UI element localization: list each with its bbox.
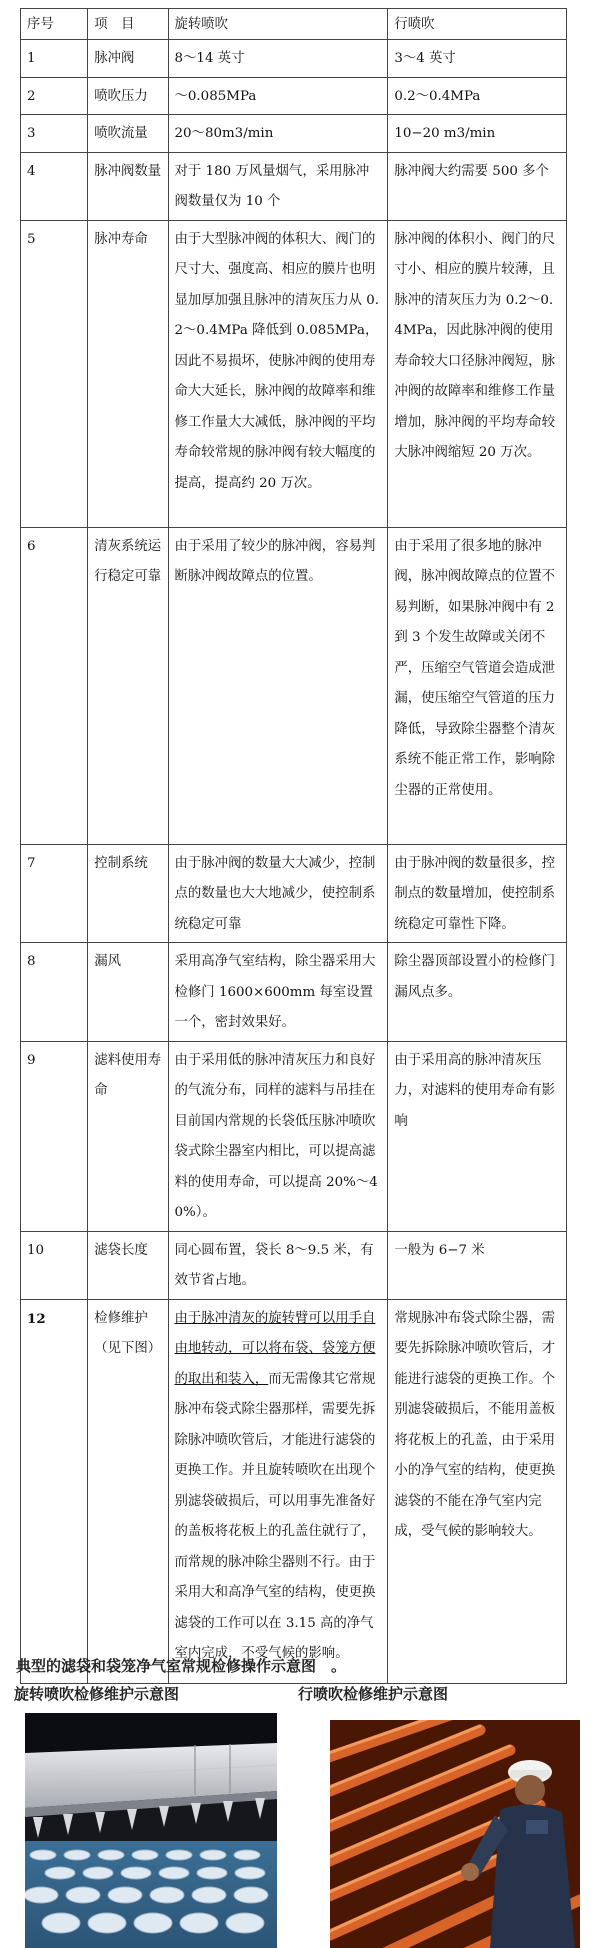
right-figure-caption: 行喷吹检修维护示意图 <box>298 1685 449 1703</box>
table-row <box>21 1231 567 1299</box>
row-item: 清灰系统运行稳定可靠 <box>88 527 168 844</box>
row-rotary: 由于采用了较少的脉冲阀，容易判断脉冲阀故障点的位置。 <box>168 527 388 844</box>
header-no: 序号 <box>21 9 88 40</box>
row-pulse-maintenance-photo <box>330 1720 580 1948</box>
row-rotary: 由于大型脉冲阀的体积大、阀门的尺寸大、强度高、相应的膜片也明显加厚加强且脉冲的清灰压力从 0.2～0.4MPa 降低到 0.085MPa，因此不易损坏，使脉冲阀的使用寿命大大延长，脉冲阀的故障率和维修工作量大大减低，脉冲阀的平均寿命较常规的脉冲阀有较大幅度的提高，提高约 20 万次。 <box>168 220 388 527</box>
rotary-maintenance-photo <box>25 1713 277 1948</box>
row-rotary: 采用高净气室结构，除尘器采用大检修门 1600×600mm 每室设置一个，密封效果好。 <box>168 943 388 1042</box>
row-rotary: 同心圆布置，袋长 8～9.5 米，有效节省占地。 <box>168 1231 388 1299</box>
row-row: 脉冲阀的体积小、阀门的尺寸小、相应的膜片较薄，且脉冲的清灰压力为 0.2～0.4MPa，因此脉冲阀的使用寿命较大口径脉冲阀短，脉冲阀的故障率和维修工作量增加，脉冲阀的平均寿命较大脉冲阀缩短 20 万次。 <box>388 220 567 527</box>
row-item: 喷吹压力 <box>88 77 168 115</box>
left-figure-caption: 旋转喷吹检修维护示意图 <box>14 1685 180 1703</box>
row-no: 7 <box>21 844 88 943</box>
row-item: 脉冲阀数量 <box>88 152 168 220</box>
row-no: 5 <box>21 220 88 527</box>
row-item: 滤袋长度 <box>88 1231 168 1299</box>
row-pulse-maintenance-illustration <box>330 1720 580 1948</box>
row-row: 脉冲阀大约需要 500 多个 <box>388 152 567 220</box>
figure-caption: 典型的滤袋和袋笼净气室常规检修操作示意图 。 <box>16 1657 347 1675</box>
table-row <box>21 943 567 1042</box>
table-row <box>21 844 567 943</box>
rotary-maintenance-illustration <box>25 1713 277 1948</box>
row-rotary: 由于采用低的脉冲清灰压力和良好的气流分布，同样的滤料与吊挂在目前国内常规的长袋低压脉冲喷吹袋式除尘器室内相比，可以提高滤料的使用寿命，可以提高 20%～40%）。 <box>168 1041 388 1231</box>
row-rotary: ～0.085MPa <box>168 77 388 115</box>
row-no: 3 <box>21 115 88 153</box>
row-row: 由于采用高的脉冲清灰压力，对滤料的使用寿命有影响 <box>388 1041 567 1231</box>
row-row: 10−20 m3/min <box>388 115 567 153</box>
row-row: 0.2～0.4MPa <box>388 77 567 115</box>
row-no: 6 <box>21 527 88 844</box>
table-body <box>21 9 567 1684</box>
row-item: 滤料使用寿命 <box>88 1041 168 1231</box>
row-item: 脉冲阀 <box>88 40 168 78</box>
table-row <box>21 527 567 844</box>
row-no: 1 <box>21 40 88 78</box>
row-no: 2 <box>21 77 88 115</box>
table-header-row <box>21 9 567 40</box>
table-row <box>21 40 567 78</box>
row-rotary-cell <box>168 1299 388 1683</box>
row-no: 10 <box>21 1231 88 1299</box>
row-row: 3～4 英寸 <box>388 40 567 78</box>
row-item: 喷吹流量 <box>88 115 168 153</box>
row-no: 9 <box>21 1041 88 1231</box>
row-rotary-underlined: 由于脉冲清灰的旋转臂可以用手自由地转动，可以将布袋、袋笼方便的取出和装入， <box>174 1310 376 1387</box>
row-no: 12 <box>21 1299 88 1683</box>
row-item: 控制系统 <box>88 844 168 943</box>
table-row <box>21 1299 567 1683</box>
header-rotary: 旋转喷吹 <box>168 9 388 40</box>
row-rotary: 20～80m3/min <box>168 115 388 153</box>
table-row <box>21 220 567 527</box>
table-row <box>21 115 567 153</box>
comparison-table <box>20 8 567 1684</box>
row-row: 除尘器顶部设置小的检修门漏风点多。 <box>388 943 567 1042</box>
table-row <box>21 77 567 115</box>
table-row <box>21 1041 567 1231</box>
row-no: 8 <box>21 943 88 1042</box>
row-rotary: 由于脉冲阀的数量大大减少，控制点的数量也大大地减少，使控制系统稳定可靠 <box>168 844 388 943</box>
row-row: 常规脉冲布袋式除尘器，需要先拆除脉冲喷吹管后，才能进行滤袋的更换工作。个别滤袋破损后，不能用盖板将花板上的孔盖，由于采用小的净气室的结构，使更换滤袋的不能在净气室内完成，受气候的影响较大。 <box>388 1299 567 1683</box>
row-rotary: 而无需像其它常规脉冲布袋式除尘器那样，需要先拆除脉冲喷吹管后，才能进行滤袋的更换工作。并且旋转喷吹在出现个别滤袋破损后，可以用事先准备好的盖板将花板上的孔盖住就行了，而常规的脉冲除尘器则不行。由于采用大和高净气室的结构，使更换滤袋的工作可以在 3.15 高的净气室内完成，不受气候的影响。 <box>174 1371 376 1661</box>
row-item: 脉冲寿命 <box>88 220 168 527</box>
row-item: 检修维护（见下图） <box>88 1299 168 1683</box>
row-no: 4 <box>21 152 88 220</box>
row-row: 由于脉冲阀的数量很多，控制点的数量增加，使控制系统稳定可靠性下降。 <box>388 844 567 943</box>
row-rotary: 对于 180 万风量烟气，采用脉冲阀数量仅为 10 个 <box>168 152 388 220</box>
row-rotary: 8～14 英寸 <box>168 40 388 78</box>
row-item: 漏风 <box>88 943 168 1042</box>
header-row: 行喷吹 <box>388 9 567 40</box>
row-row: 由于采用了很多地的脉冲阀，脉冲阀故障点的位置不易判断，如果脉冲阀中有 2 到 3 个发生故障或关闭不严，压缩空气管道会造成泄漏，使压缩空气管道的压力降低，导致除尘器整个清灰系统不能正常工作，影响除尘器的正常使用。 <box>388 527 567 844</box>
row-row: 一般为 6−7 米 <box>388 1231 567 1299</box>
table-row <box>21 152 567 220</box>
header-item: 项 目 <box>88 9 168 40</box>
